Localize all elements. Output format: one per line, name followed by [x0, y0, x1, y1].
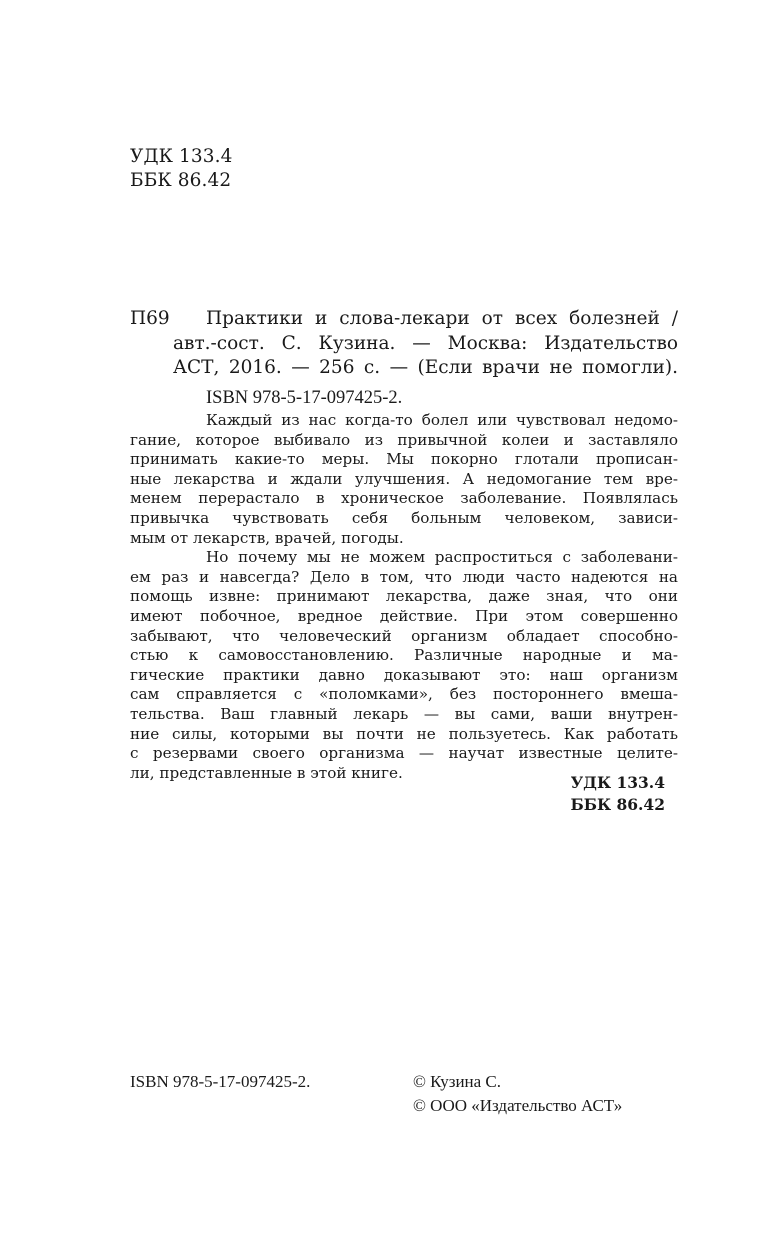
bibliographic-line: АСТ, 2016. — 256 с. — (Если врачи не помогли). — [173, 357, 678, 378]
annotation-line: мым от лекарств, врачей, погоды. — [130, 528, 404, 547]
bibliographic-line: Практики и слова-лекари от всех болезней / — [206, 308, 678, 329]
annotation-line: менем перерастало в хроническое заболевание. Появлялась — [130, 489, 678, 508]
annotation-line: помощь извне: принимают лекарства, даже зная, что они — [130, 587, 678, 606]
annotation-line: привычка чувствовать себя больным человеком, зависи- — [130, 508, 678, 527]
catalog-entry — [130, 307, 678, 381]
top-classification-codes — [130, 145, 232, 193]
author-cipher: П69 — [130, 308, 170, 329]
annotation-line: принимать какие-то меры. Мы покорно глотали прописан- — [130, 450, 678, 469]
annotation-line: с резервами своего организма — научат известные целите- — [130, 744, 678, 763]
annotation-line: тельства. Ваш главный лекарь — вы сами, ваши внутрен- — [130, 704, 678, 723]
annotation-line: Каждый из нас когда-то болел или чувствовал недомо- — [206, 411, 678, 429]
isbn-entry: ISBN 978-5-17-097425-2. — [206, 388, 403, 408]
annotation-line: забывают, что человеческий организм обладает способно- — [130, 626, 678, 645]
annotation-line: ние силы, которыми вы почти не пользуетесь. Как работать — [130, 724, 678, 743]
annotation-line: сам справляется с «поломками», без постороннего вмеша- — [130, 685, 678, 704]
annotation-line: имеют побочное, вредное действие. При этом совершенно — [130, 606, 678, 625]
copyright-publisher: © ООО «Издательство АСТ» — [413, 1096, 623, 1115]
footer-isbn: ISBN 978-5-17-097425-2. — [130, 1072, 311, 1091]
annotation-line: гание, которое выбивало из привычной колеи и заставляло — [130, 430, 678, 449]
annotation-line: ли, представленные в этой книге. — [130, 763, 403, 782]
bottom-classification-codes — [560, 772, 665, 816]
copyright-notices — [413, 1070, 622, 1118]
annotation-line: гические практики давно доказывают это: наш организм — [130, 665, 678, 684]
udk-code-bold: УДК 133.4 — [570, 773, 665, 792]
bbk-code: ББК 86.42 — [130, 170, 232, 191]
annotation-line: стью к самовосстановлению. Различные народные и ма- — [130, 646, 678, 665]
udk-code: УДК 133.4 — [130, 146, 233, 167]
annotation-text — [130, 411, 678, 783]
bibliographic-line: авт.-сост. С. Кузина. — Москва: Издательство — [173, 332, 678, 354]
annotation-line: ем раз и навсегда? Дело в том, что люди часто надеются на — [130, 567, 678, 586]
bbk-code-bold: ББК 86.42 — [570, 795, 665, 814]
annotation-line: Но почему мы не можем распроститься с заболевани- — [206, 548, 678, 567]
annotation-line: ные лекарства и ждали улучшения. А недомогание тем вре- — [130, 469, 678, 488]
copyright-author: © Кузина С. — [413, 1072, 502, 1091]
bibliographic-description — [173, 307, 678, 381]
